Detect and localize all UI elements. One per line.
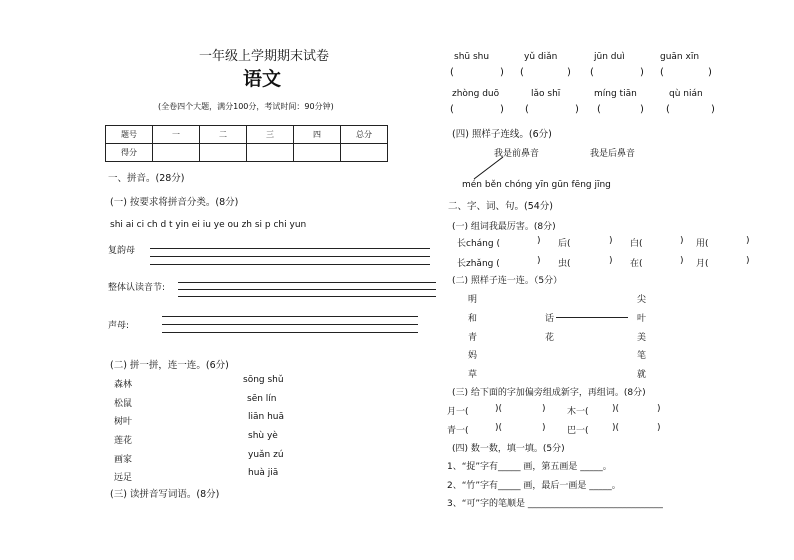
q2-left-char[interactable]: 青 xyxy=(468,333,478,343)
answer-line[interactable] xyxy=(162,332,418,333)
part2-pinyin[interactable]: yuǎn zú xyxy=(248,450,284,460)
part2-title: (二) 拼一拼，连一连。(6分) xyxy=(110,360,229,371)
answer-paren-close[interactable]: ) xyxy=(640,67,644,78)
answer-paren-close[interactable]: ) xyxy=(640,104,644,115)
section1-title: 一、拼音。(28分) xyxy=(108,173,185,184)
answer-line[interactable] xyxy=(178,289,436,290)
score-input-cell[interactable] xyxy=(200,144,247,162)
q1-cell[interactable]: ) xyxy=(680,236,684,246)
q3-cell[interactable]: 巴一( xyxy=(567,426,589,436)
q3-cell[interactable]: 青一( xyxy=(447,426,469,436)
part3-title: (三) 读拼音写词语。(8分) xyxy=(110,489,220,500)
q1-cell[interactable]: 长cháng ( xyxy=(457,239,500,249)
part1-letters: shi ai ci ch d t yin ei iu ye ou zh si p chi yun xyxy=(110,220,307,230)
q1-cell[interactable]: ) xyxy=(537,256,541,266)
part2-pinyin[interactable]: shù yè xyxy=(248,431,278,441)
q2-right-char[interactable]: 笔 xyxy=(637,351,647,361)
q4-line[interactable]: 3、“可”字的笔顺是 ______________________________ xyxy=(447,499,663,509)
part2-pinyin[interactable]: huà jiā xyxy=(248,468,279,478)
answer-paren-close[interactable]: ) xyxy=(567,67,571,78)
q3-cell[interactable]: )( xyxy=(495,404,503,414)
answer-paren-open[interactable]: ( xyxy=(590,67,594,78)
answer-line[interactable] xyxy=(150,264,430,265)
pinyin-word: jūn duì xyxy=(594,52,625,62)
q2-left-char[interactable]: 草 xyxy=(468,370,478,380)
section2-title: 二、字、词、句。(54分) xyxy=(448,201,554,212)
pinyin-word: guān xīn xyxy=(660,52,700,62)
q1-cell[interactable]: ) xyxy=(609,256,613,266)
q2-left-char[interactable]: 妈 xyxy=(468,351,478,361)
pinyin-word: yǔ diǎn xyxy=(524,52,558,62)
part2-word[interactable]: 松鼠 xyxy=(114,399,133,409)
label-yunmu: 复韵母 xyxy=(108,246,136,256)
nasal-syllables[interactable]: mén běn chóng yīn gūn fēng jīng xyxy=(462,180,611,190)
answer-paren-open[interactable]: ( xyxy=(450,67,454,78)
q3-cell[interactable]: ) xyxy=(657,404,661,414)
part2-word[interactable]: 画家 xyxy=(114,455,133,465)
q1-cell[interactable]: ) xyxy=(746,236,750,246)
q3-cell[interactable]: 月一( xyxy=(447,407,469,417)
q2-left-char[interactable]: 明 xyxy=(468,295,478,305)
part2-word[interactable]: 森林 xyxy=(114,380,133,390)
score-input-cell[interactable] xyxy=(247,144,294,162)
exam-title: 一年级上学期期末试卷 xyxy=(199,49,330,64)
q1-cell[interactable]: 用( xyxy=(696,239,709,249)
q1-cell[interactable]: 月( xyxy=(696,259,709,269)
answer-line[interactable] xyxy=(178,296,436,297)
answer-paren-open[interactable]: ( xyxy=(520,67,524,78)
back-nasal-label: 我是后鼻音 xyxy=(590,149,636,159)
pinyin-word: shū shu xyxy=(454,52,490,62)
part2-pinyin[interactable]: sēn lín xyxy=(247,394,277,404)
q1-title: (一) 组词我最厉害。(8分) xyxy=(452,222,556,232)
q3-cell[interactable]: 木一( xyxy=(567,407,589,417)
q3-cell[interactable]: ) xyxy=(542,423,546,433)
answer-paren-close[interactable]: ) xyxy=(575,104,579,115)
score-cell: 得分 xyxy=(106,144,153,162)
score-cell: 题号 xyxy=(106,126,153,144)
q1-cell[interactable]: 在( xyxy=(630,259,643,269)
answer-paren-open[interactable]: ( xyxy=(525,104,529,115)
q2-left-char[interactable]: 和 xyxy=(468,314,478,324)
part2-pinyin[interactable]: sōng shǔ xyxy=(243,375,284,385)
exam-subject: 语文 xyxy=(243,68,282,90)
pinyin-word: míng tiān xyxy=(594,89,637,99)
q2-mid-char[interactable]: 花 xyxy=(545,333,555,343)
part2-pinyin[interactable]: liān huā xyxy=(248,412,285,422)
q1-cell[interactable]: 白( xyxy=(630,239,643,249)
q3-cell[interactable]: )( xyxy=(495,423,503,433)
q3-cell[interactable]: )( xyxy=(612,423,620,433)
q3-cell[interactable]: ) xyxy=(657,423,661,433)
score-cell: 三 xyxy=(247,126,294,144)
score-cell: 总分 xyxy=(341,126,388,144)
front-nasal-label: 我是前鼻音 xyxy=(494,149,540,159)
q2-right-char[interactable]: 就 xyxy=(637,370,647,380)
answer-paren-open[interactable]: ( xyxy=(666,104,670,115)
q1-cell[interactable]: 虫( xyxy=(558,259,571,269)
answer-paren-close[interactable]: ) xyxy=(500,67,504,78)
score-cell: 四 xyxy=(294,126,341,144)
q2-example-line xyxy=(556,317,628,318)
q2-right-char[interactable]: 尖 xyxy=(637,295,647,305)
answer-paren-open[interactable]: ( xyxy=(660,67,664,78)
q2-mid-char[interactable]: 话 xyxy=(545,314,555,324)
part2-word[interactable]: 远足 xyxy=(114,473,133,483)
answer-line[interactable] xyxy=(150,248,430,249)
answer-paren-open[interactable]: ( xyxy=(597,104,601,115)
exam-note: (全卷四个大题，满分100分，考试时间：90分钟) xyxy=(158,102,334,111)
score-table-header-row xyxy=(106,126,388,144)
score-cell: 一 xyxy=(153,126,200,144)
q2-right-char[interactable]: 美 xyxy=(637,333,647,343)
score-input-cell[interactable] xyxy=(153,144,200,162)
answer-line[interactable] xyxy=(178,282,436,283)
pinyin-word: zhòng duō xyxy=(452,89,500,99)
score-input-cell[interactable] xyxy=(341,144,388,162)
q2-title: (二) 照样子连一连。（5分） xyxy=(452,276,563,286)
answer-paren-open[interactable]: ( xyxy=(450,104,454,115)
q4-line[interactable]: 2、“竹”字有_____ 画，最后一画是 _____。 xyxy=(447,481,621,491)
q3-cell[interactable]: ) xyxy=(542,404,546,414)
part2-word[interactable]: 莲花 xyxy=(114,436,133,446)
q1-cell[interactable]: ) xyxy=(746,256,750,266)
part2-word[interactable]: 树叶 xyxy=(114,417,133,427)
label-shengmu: 声母: xyxy=(108,321,130,331)
answer-line[interactable] xyxy=(162,324,418,325)
q1-cell[interactable]: ) xyxy=(609,236,613,246)
answer-paren-close[interactable]: ) xyxy=(711,104,715,115)
answer-paren-close[interactable]: ) xyxy=(500,104,504,115)
q1-cell[interactable]: ) xyxy=(537,236,541,246)
label-zhengti: 整体认读音节: xyxy=(108,283,166,293)
q3-title: (三) 给下面的字加偏旁组成新字，再组词。(8分) xyxy=(452,388,646,398)
score-table xyxy=(105,125,388,162)
pinyin-word: qù nián xyxy=(669,89,703,99)
answer-paren-close[interactable]: ) xyxy=(708,67,712,78)
answer-line[interactable] xyxy=(162,316,418,317)
part4-title: (四) 照样子连线。(6分) xyxy=(452,129,552,140)
q2-right-char[interactable]: 叶 xyxy=(637,314,647,324)
q4-title: (四) 数一数，填一填。(5分) xyxy=(452,444,565,454)
q1-cell[interactable]: 长zhǎng ( xyxy=(457,259,500,269)
pinyin-word: lǎo shī xyxy=(531,89,561,99)
answer-line[interactable] xyxy=(150,256,430,257)
score-cell: 二 xyxy=(200,126,247,144)
part1-title: (一) 按要求将拼音分类。(8分) xyxy=(110,197,239,208)
q1-cell[interactable]: 后( xyxy=(558,239,571,249)
q3-cell[interactable]: )( xyxy=(612,404,620,414)
q1-cell[interactable]: ) xyxy=(680,256,684,266)
q4-line[interactable]: 1、“捉”字有_____ 画，第五画是 _____。 xyxy=(447,462,612,472)
score-table-score-row xyxy=(106,144,388,162)
score-input-cell[interactable] xyxy=(294,144,341,162)
